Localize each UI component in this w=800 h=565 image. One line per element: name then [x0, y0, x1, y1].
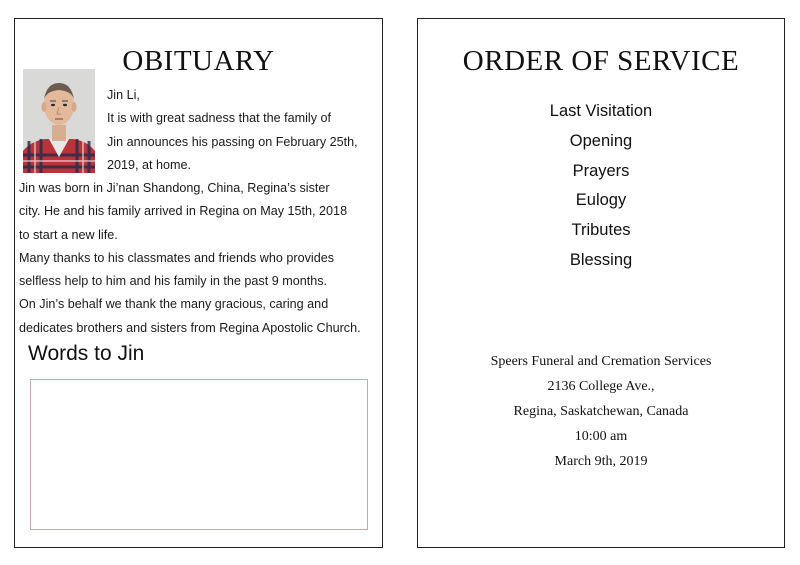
funeral-home-name: Speers Funeral and Cremation Services: [490, 354, 712, 369]
intro-line: 2019, at home.: [107, 157, 192, 172]
funeral-address: 2136 College Ave.,: [547, 379, 655, 394]
body-line: On Jin’s behalf we thank the many gracious, caring and: [19, 297, 329, 312]
body-line: dedicates brothers and sisters from Regina Apostolic Church.: [19, 320, 361, 335]
obituary-intro: [107, 84, 358, 177]
body-line: Jin was born in Ji’nan Shandong, China, Regina’s sister: [19, 181, 330, 195]
obituary-panel: [14, 18, 383, 548]
body-line: selfless help to him and his family in the past 9 months.: [19, 274, 327, 289]
service-time: 10:00 am: [574, 429, 628, 444]
service-item: Tributes: [571, 221, 631, 240]
intro-line: Jin announces his passing on February 25th,: [107, 134, 358, 149]
service-item: Blessing: [569, 250, 633, 269]
service-item: Prayers: [572, 161, 630, 180]
intro-line: It is with great sadness that the family of: [107, 111, 331, 126]
intro-line: Jin Li,: [107, 88, 140, 102]
body-line: Many thanks to his classmates and friends who provides: [19, 250, 334, 265]
order-of-service-title: ORDER OF SERVICE: [462, 45, 740, 77]
service-item: Opening: [569, 131, 633, 150]
obituary-body: [19, 177, 361, 340]
words-to-jin-box: [30, 379, 368, 530]
obituary-title: OBITUARY: [122, 45, 275, 77]
words-to-jin-heading: Words to Jin: [28, 342, 145, 365]
portrait-photo: [23, 69, 95, 173]
funeral-city: Regina, Saskatchewan, Canada: [513, 404, 689, 419]
order-of-service-panel: [417, 18, 785, 548]
body-line: city. He and his family arrived in Regina on May 15th, 2018: [19, 204, 348, 219]
service-date: March 9th, 2019: [554, 454, 648, 469]
body-line: to start a new life.: [19, 227, 118, 242]
funeral-info: [418, 349, 784, 474]
service-item: Last Visitation: [549, 102, 653, 120]
service-item: Eulogy: [575, 191, 627, 210]
service-items-list: [418, 97, 784, 276]
